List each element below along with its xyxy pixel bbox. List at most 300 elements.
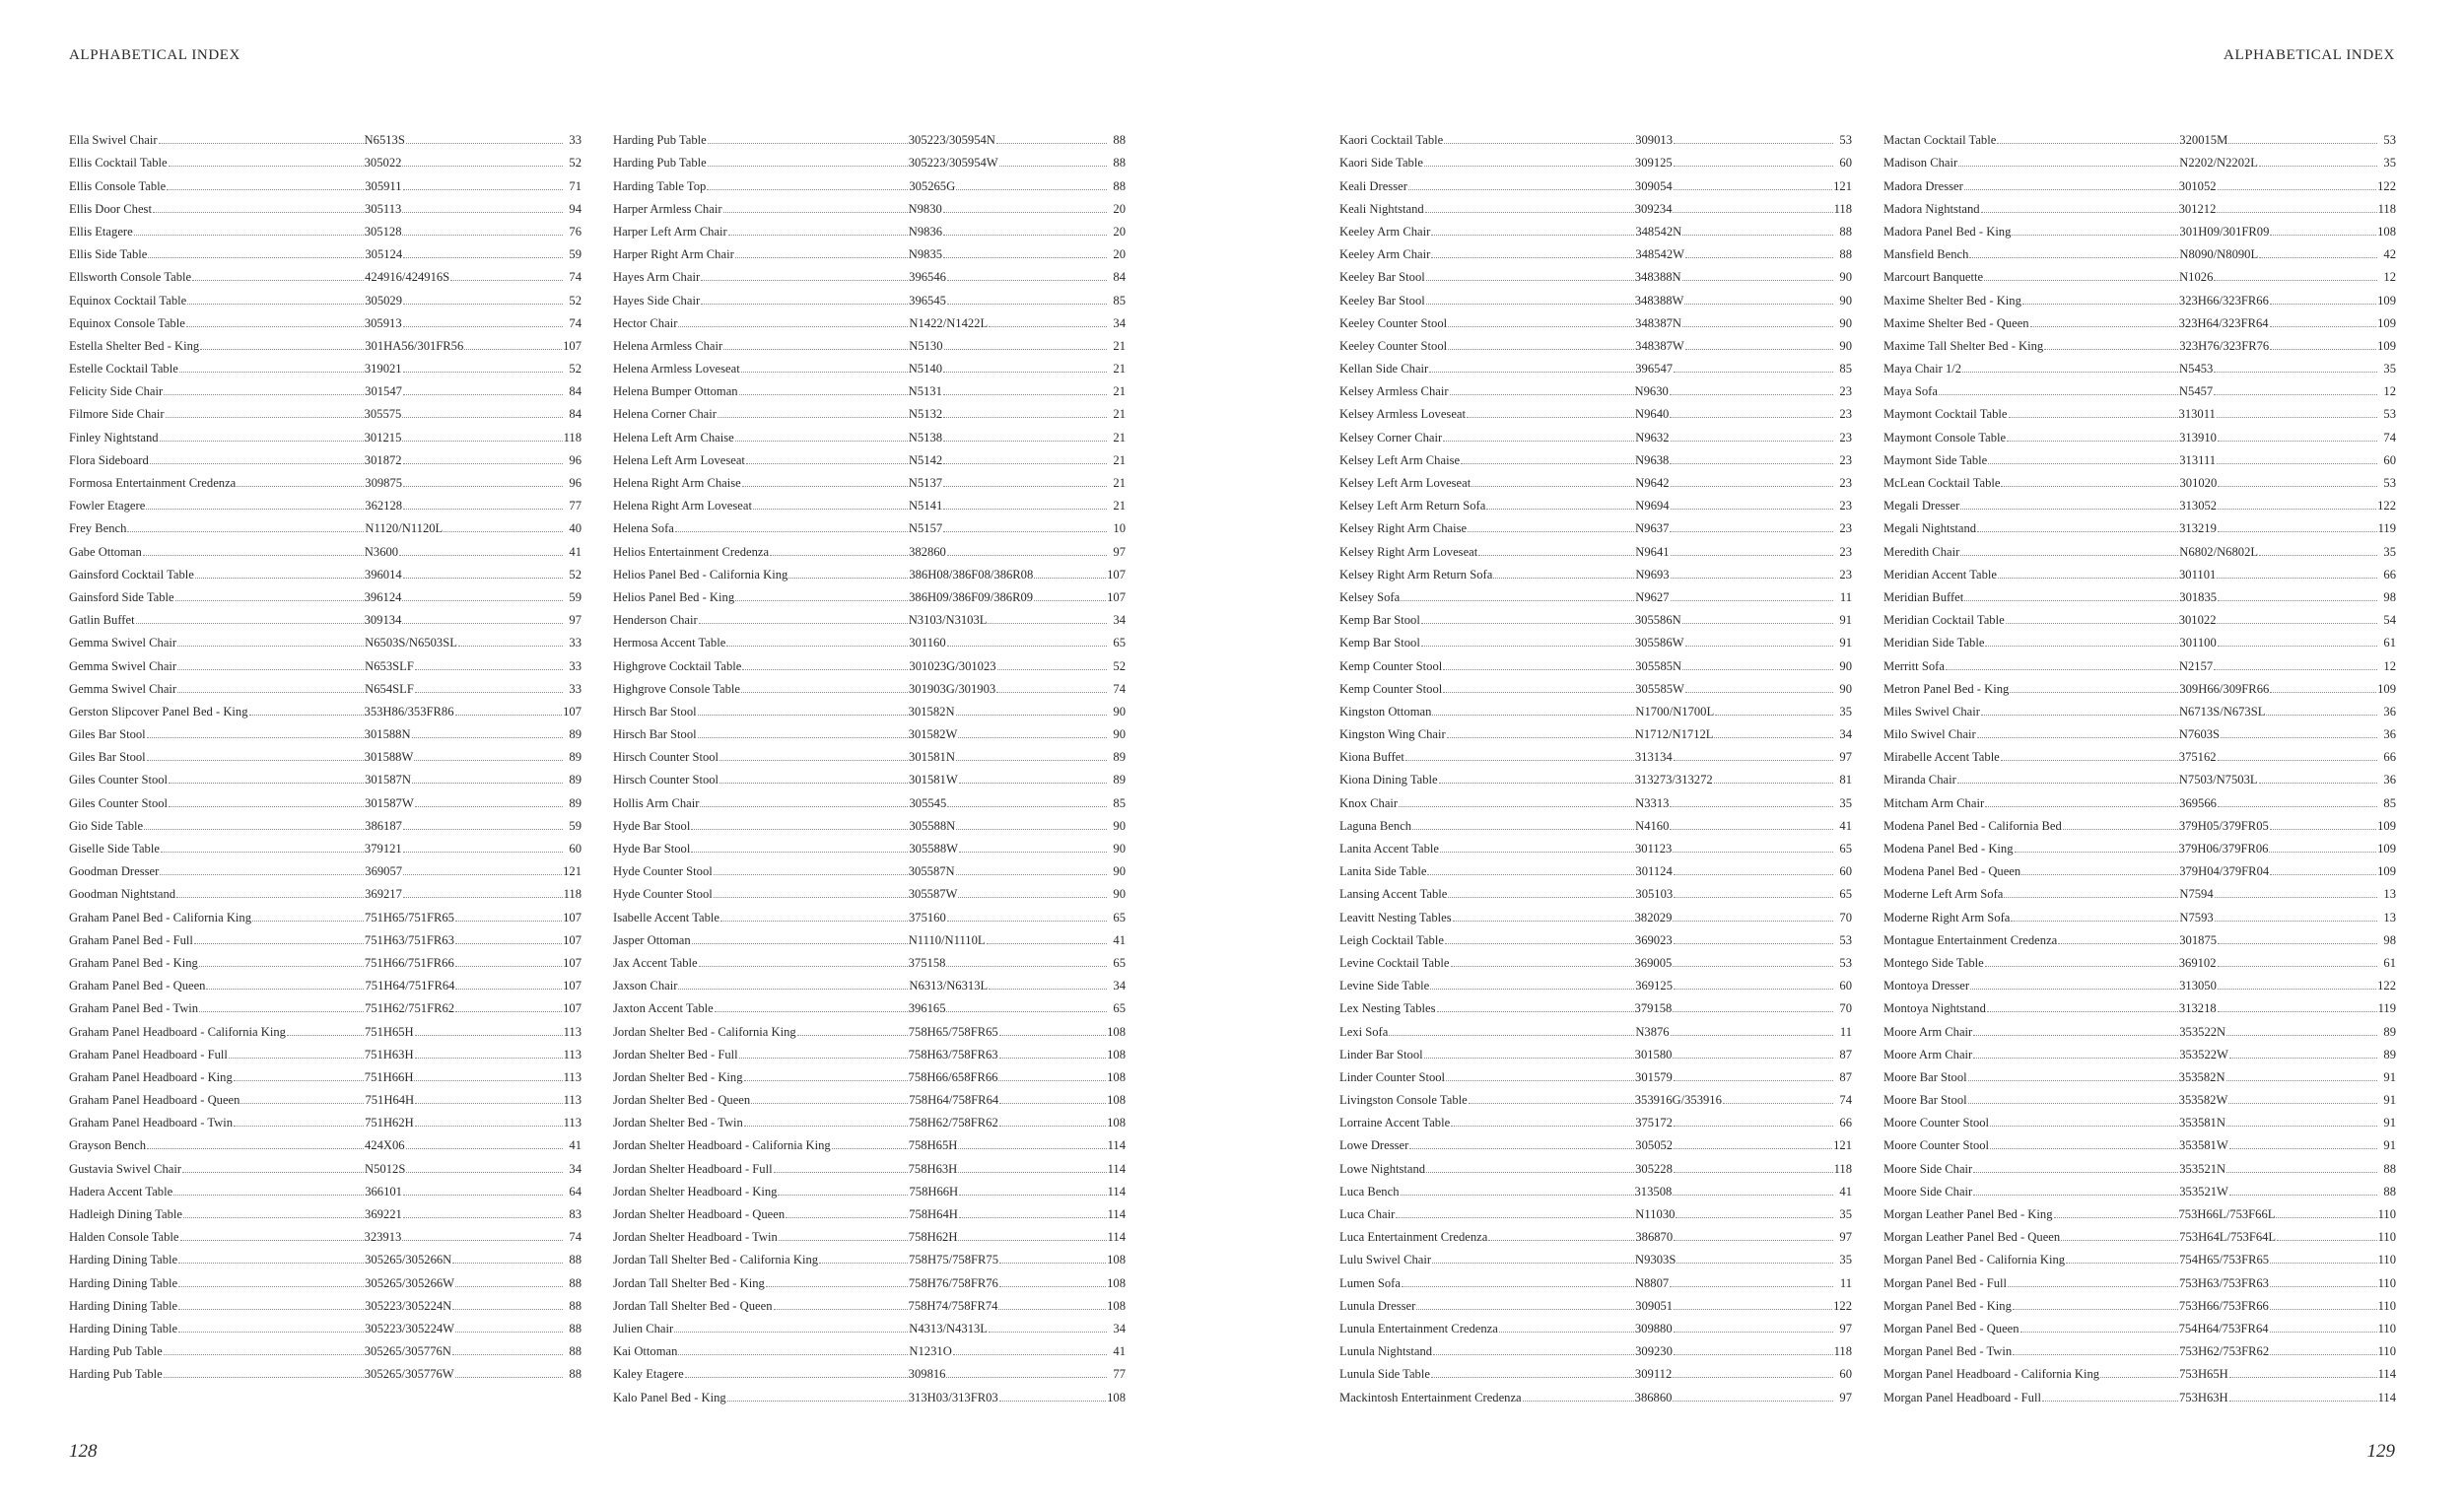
- index-entry-page: 113: [563, 1024, 582, 1039]
- index-entry-code: N4313/N4313L: [909, 1321, 988, 1335]
- index-entry-name: Kelsey Armless Chair: [1339, 384, 1449, 399]
- index-entry: [1339, 947, 1852, 970]
- dot-leader: [999, 1126, 1106, 1127]
- dot-leader: [2008, 1286, 2178, 1287]
- dot-leader: [455, 943, 562, 944]
- index-entry-page: 12: [2383, 384, 2396, 399]
- dot-leader: [1715, 715, 1833, 716]
- index-entry: [1883, 1061, 2396, 1084]
- index-entry: [1339, 673, 1852, 696]
- index-entry: [613, 239, 1126, 261]
- index-entry: [69, 1107, 582, 1130]
- index-entry-code: N9638: [1635, 452, 1670, 467]
- index-entry-name: Morgan Panel Headboard - Full: [1883, 1390, 2041, 1404]
- dot-leader: [2217, 623, 2377, 624]
- dot-leader: [947, 555, 1107, 556]
- dot-leader: [403, 326, 563, 327]
- index-entry-code: 758H65/758FR65: [908, 1024, 998, 1039]
- index-entry: [69, 924, 582, 947]
- index-entry: [1883, 559, 2396, 582]
- index-entry-page: 88: [569, 1275, 582, 1290]
- index-entry-name: Gabe Ottoman: [69, 544, 142, 559]
- index-entry-page: 21: [1113, 499, 1126, 513]
- index-entry-page: 88: [1113, 156, 1126, 171]
- index-entry-page: 91: [1839, 636, 1852, 650]
- index-entry-name: Graham Panel Bed - Twin: [69, 1001, 199, 1016]
- dot-leader: [234, 1080, 364, 1081]
- dot-leader: [1946, 669, 2178, 670]
- index-entry-page: 65: [1113, 955, 1126, 970]
- dot-leader: [1431, 235, 1634, 236]
- index-entry-page: 108: [1107, 1093, 1126, 1108]
- index-entry-name: Luca Bench: [1339, 1184, 1400, 1198]
- index-entry: [613, 1335, 1126, 1358]
- index-entry-code: 305265/305776W: [364, 1367, 454, 1382]
- dot-leader: [1426, 1172, 1634, 1173]
- index-entry-page: 61: [2383, 636, 2396, 650]
- index-entry-name: Knox Chair: [1339, 795, 1399, 810]
- index-entry-name: Miranda Chair: [1883, 773, 1956, 787]
- dot-leader: [164, 1354, 364, 1355]
- dot-leader: [742, 486, 908, 487]
- index-entry-name: Gatlin Buffet: [69, 613, 135, 628]
- dot-leader: [723, 349, 908, 350]
- index-entry: [613, 216, 1126, 239]
- index-entry-name: Kemp Bar Stool: [1339, 636, 1420, 650]
- index-entry-page: 109: [2377, 315, 2396, 330]
- index-entry-code: 348388W: [1634, 293, 1684, 308]
- index-entry-name: Lunula Dresser: [1339, 1298, 1416, 1313]
- dot-leader: [159, 143, 364, 144]
- index-entry: [69, 1084, 582, 1107]
- dot-leader: [946, 1377, 1107, 1378]
- dot-leader: [996, 143, 1107, 144]
- dot-leader: [1467, 417, 1634, 418]
- index-entry-code: 313910: [2179, 430, 2217, 445]
- index-column-4: [1883, 124, 2396, 1404]
- index-entry-page: 65: [1113, 636, 1126, 650]
- index-entry: [1883, 1039, 2396, 1061]
- index-entry: [69, 308, 582, 330]
- index-entry: [1883, 170, 2396, 192]
- dot-leader: [2270, 874, 2376, 875]
- index-entry-name: Giles Counter Stool: [69, 773, 169, 787]
- index-entry-page: 91: [2383, 1138, 2396, 1153]
- dot-leader: [1988, 463, 2178, 464]
- dot-leader: [2228, 1103, 2377, 1104]
- dot-leader: [2006, 623, 2178, 624]
- index-entry-name: Gainsford Side Table: [69, 589, 174, 604]
- dot-leader: [183, 1217, 364, 1218]
- dot-leader: [455, 921, 562, 922]
- index-entry-code: 369005: [1634, 955, 1673, 970]
- index-entry: [1883, 147, 2396, 170]
- index-entry-name: Ellis Side Table: [69, 247, 148, 262]
- dot-leader: [1443, 692, 1634, 693]
- index-entry-page: 23: [1839, 407, 1852, 422]
- index-entry-page: 89: [569, 750, 582, 765]
- index-entry-page: 33: [569, 636, 582, 650]
- index-entry-page: 35: [2383, 362, 2396, 376]
- index-entry-code: 301582N: [908, 704, 955, 719]
- dot-leader: [2214, 372, 2377, 373]
- index-entry-code: 309230: [1635, 1344, 1673, 1359]
- index-entry-page: 108: [1107, 1253, 1126, 1267]
- dot-leader: [403, 897, 563, 898]
- index-entry: [1339, 1039, 1852, 1061]
- dot-leader: [958, 1172, 1106, 1173]
- index-entry-name: Kelsey Left Arm Return Sofa: [1339, 499, 1486, 513]
- index-entry: [1339, 1176, 1852, 1198]
- index-entry-page: 108: [1107, 1047, 1126, 1061]
- index-entry-name: Helios Panel Bed - California King: [613, 567, 788, 582]
- dot-leader: [956, 189, 1107, 190]
- index-entry: [1339, 193, 1852, 216]
- index-entry-page: 35: [2383, 544, 2396, 559]
- index-entry-code: 305265/305266W: [365, 1275, 455, 1290]
- dot-leader: [1964, 189, 2178, 190]
- dot-leader: [1034, 600, 1106, 601]
- index-entry-name: Goodman Nightstand: [69, 887, 176, 902]
- index-entry: [69, 376, 582, 398]
- index-entry: [69, 604, 582, 627]
- index-entry-code: 758H76/758FR76: [908, 1275, 998, 1290]
- index-entry-name: Megali Dresser: [1883, 499, 1960, 513]
- index-entry-code: 396546: [909, 270, 946, 285]
- index-entry: [613, 535, 1126, 558]
- index-entry-name: Morgan Panel Bed - Twin: [1883, 1344, 2013, 1359]
- dot-leader: [1444, 143, 1634, 144]
- index-entry-name: Harding Pub Table: [69, 1344, 163, 1359]
- dot-leader: [996, 692, 1107, 693]
- index-entry-code: 323H64/323FR64: [2178, 315, 2269, 330]
- index-entry-code: 301588W: [364, 750, 414, 765]
- dot-leader: [160, 441, 364, 442]
- dot-leader: [1677, 1263, 1833, 1264]
- dot-leader: [1673, 966, 1833, 967]
- index-entry-name: Jasper Ottoman: [613, 932, 691, 947]
- index-entry-page: 88: [1113, 178, 1126, 193]
- index-entry-page: 84: [569, 384, 582, 399]
- index-entry: [1883, 513, 2396, 535]
- dot-leader: [735, 441, 908, 442]
- dot-leader: [455, 1332, 563, 1333]
- index-entry-page: 20: [1113, 224, 1126, 239]
- index-entry-code: N653SLF: [365, 658, 414, 673]
- dot-leader: [455, 1286, 563, 1287]
- index-entry: [69, 741, 582, 764]
- index-entry-code: 379121: [364, 842, 402, 856]
- dot-leader: [778, 1195, 908, 1196]
- index-entry-name: Hirsch Counter Stool: [613, 773, 719, 787]
- index-entry-page: 61: [2383, 955, 2396, 970]
- dot-leader: [947, 646, 1107, 647]
- index-entry-code: 319021: [364, 362, 402, 376]
- index-entry-page: 88: [569, 1321, 582, 1335]
- dot-leader: [1670, 463, 1833, 464]
- dot-leader: [177, 646, 364, 647]
- index-entry-name: Lanita Accent Table: [1339, 842, 1439, 856]
- index-entry-code: 369057: [365, 864, 403, 879]
- index-entry-name: Madora Nightstand: [1883, 201, 1980, 216]
- dot-leader: [788, 578, 908, 579]
- dot-leader: [1426, 304, 1634, 305]
- index-entry-page: 118: [563, 430, 582, 445]
- dot-leader: [943, 212, 1107, 213]
- index-entry-name: Lansing Accent Table: [1339, 887, 1448, 902]
- dot-leader: [943, 441, 1107, 442]
- index-column-3: [1339, 124, 1852, 1404]
- dot-leader: [252, 921, 364, 922]
- index-entry-page: 94: [569, 201, 582, 216]
- index-entry: [613, 1084, 1126, 1107]
- index-entry: [613, 993, 1126, 1015]
- index-entry: [613, 604, 1126, 627]
- dot-leader: [403, 372, 563, 373]
- index-entry: [1883, 398, 2396, 421]
- index-entry-code: N9637: [1635, 521, 1670, 536]
- index-entry: [613, 1358, 1126, 1381]
- dot-leader: [402, 441, 562, 442]
- index-entry-name: Lanita Side Table: [1339, 864, 1427, 879]
- index-entry-page: 70: [1839, 910, 1852, 924]
- index-entry-name: Highgrove Console Table: [613, 681, 740, 696]
- index-entry-code: 758H64/758FR64: [909, 1093, 999, 1108]
- dot-leader: [1684, 304, 1833, 305]
- index-entry-name: Graham Panel Headboard - Queen: [69, 1093, 240, 1108]
- index-entry-code: 301H09/301FR09: [2179, 224, 2270, 239]
- index-entry-name: Harding Dining Table: [69, 1298, 178, 1313]
- index-entry-page: 12: [2383, 658, 2396, 673]
- index-entry-code: N5457: [2178, 384, 2214, 399]
- index-entry-code: N5140: [908, 362, 942, 376]
- index-entry: [69, 1198, 582, 1221]
- index-entry-name: Filmore Side Chair: [69, 407, 165, 422]
- dot-leader: [192, 280, 364, 281]
- index-entry-name: Helios Panel Bed - King: [613, 589, 735, 604]
- index-entry: [1339, 924, 1852, 947]
- index-entry-page: 109: [2377, 681, 2396, 696]
- index-entry-page: 21: [1113, 338, 1126, 353]
- index-entry-code: 305588W: [909, 842, 959, 856]
- index-entry-page: 81: [1839, 773, 1852, 787]
- index-entry-name: Keeley Arm Chair: [1339, 247, 1431, 262]
- index-entry-name: Luca Chair: [1339, 1207, 1396, 1221]
- index-entry-page: 54: [2383, 613, 2396, 628]
- dot-leader: [164, 394, 364, 395]
- index-entry: [613, 124, 1126, 147]
- index-entry-name: Leavitt Nesting Tables: [1339, 910, 1452, 924]
- index-entry-name: Moore Counter Stool: [1883, 1138, 1990, 1153]
- index-entry-name: Estella Shelter Bed - King: [69, 338, 200, 353]
- dot-leader: [1461, 463, 1634, 464]
- index-entry-code: 751H64/751FR64: [365, 979, 455, 993]
- dot-leader: [187, 304, 364, 305]
- index-entry: [1883, 124, 2396, 147]
- index-entry-code: 301872: [364, 452, 402, 467]
- dot-leader: [1958, 166, 2178, 167]
- index-entry-code: N6503S/N6503SL: [365, 636, 457, 650]
- index-entry-code: 353582N: [2178, 1069, 2225, 1084]
- index-entry-code: 758H75/758FR75: [909, 1253, 999, 1267]
- index-entry-page: 108: [2377, 224, 2396, 239]
- index-entry-page: 119: [2377, 1001, 2396, 1016]
- dot-leader: [1523, 1401, 1634, 1402]
- index-entry-name: Keali Nightstand: [1339, 201, 1424, 216]
- index-entry: [613, 284, 1126, 307]
- index-entry: [1883, 833, 2396, 856]
- dot-leader: [2009, 417, 2178, 418]
- dot-leader: [1425, 212, 1634, 213]
- dot-leader: [402, 623, 563, 624]
- index-entry: [613, 970, 1126, 993]
- index-entry-page: 60: [1839, 156, 1852, 171]
- index-entry-name: Maya Sofa: [1883, 384, 1938, 399]
- index-entry-code: 305587W: [908, 887, 958, 902]
- index-entry: [69, 261, 582, 284]
- index-entry-name: Kelsey Right Arm Loveseat: [1339, 544, 1478, 559]
- dot-leader: [959, 1195, 1106, 1196]
- dot-leader: [1451, 1126, 1634, 1127]
- dot-leader: [739, 1058, 908, 1059]
- index-entry-name: Morgan Panel Bed - King: [1883, 1298, 2012, 1313]
- index-entry: [613, 513, 1126, 535]
- index-entry-page: 90: [1113, 704, 1126, 719]
- index-entry-page: 90: [1839, 658, 1852, 673]
- index-entry-code: N9641: [1635, 544, 1670, 559]
- index-entry-name: Helena Right Arm Loveseat: [613, 499, 752, 513]
- index-entry: [1339, 764, 1852, 787]
- index-entry-code: 751H66H: [364, 1069, 414, 1084]
- dot-leader: [956, 829, 1107, 830]
- dot-leader: [2259, 166, 2377, 167]
- index-entry: [1339, 878, 1852, 901]
- index-entry-page: 90: [1839, 315, 1852, 330]
- index-entry: [69, 696, 582, 719]
- index-entry-code: N1120/N1120L: [365, 521, 444, 536]
- dot-leader: [1673, 1011, 1833, 1012]
- index-entry: [1339, 604, 1852, 627]
- dot-leader: [458, 646, 563, 647]
- index-entry-name: Levine Side Table: [1339, 979, 1430, 993]
- index-entry-page: 108: [1107, 1390, 1126, 1404]
- index-entry-name: Lumen Sofa: [1339, 1275, 1401, 1290]
- index-entry-name: Lunula Nightstand: [1339, 1344, 1433, 1359]
- index-entry: [69, 1176, 582, 1198]
- dot-leader: [943, 463, 1107, 464]
- index-entry-name: Hyde Counter Stool: [613, 864, 713, 879]
- dot-leader: [179, 372, 364, 373]
- index-entry-page: 77: [1113, 1367, 1126, 1382]
- dot-leader: [1671, 555, 1833, 556]
- dot-leader: [2228, 143, 2377, 144]
- index-entry-code: 305586W: [1634, 636, 1684, 650]
- index-entry-name: Moderne Right Arm Sofa: [1883, 910, 2011, 924]
- index-entry-code: 305223/305224W: [365, 1321, 455, 1335]
- index-entry: [1339, 216, 1852, 239]
- index-entry-code: 301587W: [365, 795, 414, 810]
- dot-leader: [943, 394, 1107, 395]
- dot-leader: [1670, 829, 1833, 830]
- index-entry-page: 34: [1113, 613, 1126, 628]
- dot-leader: [2001, 760, 2178, 761]
- index-entry-name: Hadera Accent Table: [69, 1184, 173, 1198]
- index-entry-page: 33: [569, 658, 582, 673]
- index-entry-code: 301875: [2179, 932, 2218, 947]
- dot-leader: [999, 1401, 1106, 1402]
- dot-leader: [403, 1217, 563, 1218]
- index-entry-page: 109: [2377, 818, 2396, 833]
- index-entry-page: 35: [1839, 1253, 1852, 1267]
- index-entry-name: Helena Bumper Ottoman: [613, 384, 738, 399]
- index-entry-name: Helena Left Arm Chaise: [613, 430, 734, 445]
- index-entry: [613, 398, 1126, 421]
- dot-leader: [2011, 921, 2178, 922]
- index-entry: [1883, 467, 2396, 490]
- dot-leader: [2218, 486, 2377, 487]
- index-entry-name: Mansfield Bench: [1883, 247, 1969, 262]
- index-entry: [69, 878, 582, 901]
- page-number-left: 128: [69, 1441, 98, 1462]
- index-entry-name: Kemp Bar Stool: [1339, 613, 1420, 628]
- index-entry-code: 386H09/386F09/386R09: [909, 589, 1034, 604]
- index-entry-code: 301580: [1634, 1047, 1673, 1061]
- index-entry: [1339, 239, 1852, 261]
- dot-leader: [999, 1103, 1106, 1104]
- index-entry-name: Kemp Counter Stool: [1339, 681, 1443, 696]
- index-entry-page: 52: [569, 156, 582, 171]
- dot-leader: [1984, 280, 2178, 281]
- index-entry: [1339, 1244, 1852, 1266]
- index-entry-page: 85: [1839, 362, 1852, 376]
- dot-leader: [2218, 989, 2376, 990]
- index-entry-code: N7594: [2179, 887, 2214, 902]
- index-entry-code: N1712/N1712L: [1634, 727, 1714, 742]
- index-entry: [613, 353, 1126, 376]
- index-entry-page: 89: [569, 727, 582, 742]
- dot-leader: [1448, 897, 1634, 898]
- dot-leader: [444, 531, 563, 532]
- index-entry-code: N5142: [908, 452, 943, 467]
- dot-leader: [947, 806, 1107, 807]
- dot-leader: [678, 989, 908, 990]
- dot-leader: [958, 1240, 1106, 1241]
- index-entry-page: 21: [1113, 452, 1126, 467]
- dot-leader: [1426, 280, 1634, 281]
- index-entry-name: Meridian Accent Table: [1883, 567, 1997, 582]
- index-entry: [1883, 856, 2396, 878]
- index-entry: [1339, 1107, 1852, 1130]
- index-entry: [1883, 1130, 2396, 1152]
- dot-leader: [2229, 1377, 2377, 1378]
- index-entry-name: Laguna Bench: [1339, 818, 1412, 833]
- dot-leader: [402, 235, 563, 236]
- index-entry-page: 34: [1839, 727, 1852, 742]
- index-entry-code: 313273/313272: [1634, 773, 1713, 787]
- dot-leader: [136, 623, 364, 624]
- index-entry: [1339, 1015, 1852, 1038]
- dot-leader: [958, 1148, 1106, 1149]
- index-entry: [1339, 284, 1852, 307]
- index-entry: [69, 1266, 582, 1289]
- dot-leader: [403, 1195, 563, 1196]
- index-entry-page: 88: [2383, 1184, 2396, 1198]
- index-entry: [613, 1313, 1126, 1335]
- dot-leader: [698, 715, 908, 716]
- index-entry: [69, 810, 582, 833]
- index-entry-page: 97: [1839, 750, 1852, 765]
- index-entry-name: Halden Console Table: [69, 1230, 179, 1245]
